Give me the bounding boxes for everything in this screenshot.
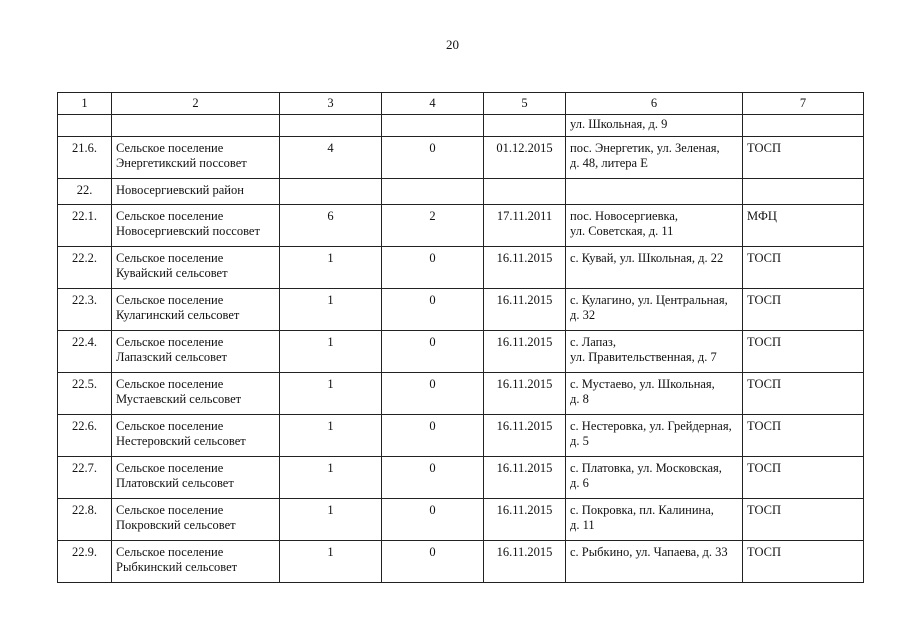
header-cell: 3 <box>280 93 382 115</box>
date-cell-line: 16.11.2015 <box>496 503 553 517</box>
address-cell <box>566 247 743 289</box>
address-cell-line: с. Рыбкино, ул. Чапаева, д. 33 <box>570 545 728 559</box>
date-cell <box>484 415 566 457</box>
header-cell: 2 <box>112 93 280 115</box>
row-number-cell <box>58 457 112 499</box>
count-cell-line: 0 <box>429 251 436 265</box>
count-cell-line: 1 <box>327 419 334 433</box>
address-cell-line: с. Покровка, пл. Калинина, <box>570 503 714 517</box>
type-cell <box>743 541 864 583</box>
count-cell <box>382 331 484 373</box>
table-row <box>58 289 864 331</box>
date-cell-line: 01.12.2015 <box>496 141 553 155</box>
count-cell-line: 1 <box>327 293 334 307</box>
date-cell <box>484 247 566 289</box>
count-cell-line: 0 <box>429 545 436 559</box>
settlement-name-cell <box>112 137 280 179</box>
address-cell <box>566 499 743 541</box>
header-cell: 6 <box>566 93 743 115</box>
address-cell-line: ул. Правительственная, д. 7 <box>570 350 717 364</box>
continuation-row <box>58 115 864 137</box>
date-cell <box>484 457 566 499</box>
address-cell <box>566 205 743 247</box>
address-cell-line: с. Кувай, ул. Школьная, д. 22 <box>570 251 724 265</box>
count-cell <box>382 373 484 415</box>
type-cell-line: ТОСП <box>747 503 782 517</box>
date-cell-line: 16.11.2015 <box>496 545 553 559</box>
type-cell <box>743 373 864 415</box>
settlement-name-cell <box>112 205 280 247</box>
settlement-name-cell-line: Сельское поселение <box>116 209 224 223</box>
address-cell <box>566 137 743 179</box>
table-row <box>58 247 864 289</box>
table-row <box>58 137 864 179</box>
address-cell-line: д. 6 <box>570 476 589 490</box>
address-cell-line: пос. Энергетик, ул. Зеленая, <box>570 141 720 155</box>
address-cell-line: д. 5 <box>570 434 589 448</box>
row-number-cell <box>58 137 112 179</box>
settlement-name-cell-line: Рыбкинский сельсовет <box>116 560 238 574</box>
count-cell-line: 1 <box>327 461 334 475</box>
type-cell <box>743 499 864 541</box>
address-cell-line: с. Мустаево, ул. Школьная, <box>570 377 715 391</box>
address-cell-line: с. Лапаз, <box>570 335 616 349</box>
count-cell <box>280 247 382 289</box>
offices-table <box>57 92 864 583</box>
type-cell <box>743 137 864 179</box>
address-cell-line: д. 32 <box>570 308 596 322</box>
settlement-name-cell-line: Мустаевский сельсовет <box>116 392 242 406</box>
count-cell <box>280 179 382 205</box>
settlement-name-cell-line: Сельское поселение <box>116 545 224 559</box>
date-cell <box>484 331 566 373</box>
page-number: 20 <box>446 37 459 52</box>
count-cell <box>382 179 484 205</box>
count-cell-line: 0 <box>429 503 436 517</box>
settlement-name-cell-line: Энергетикский поссовет <box>116 156 247 170</box>
settlement-name-cell-line: Новосергиевский поссовет <box>116 224 260 238</box>
date-cell <box>484 289 566 331</box>
type-cell <box>743 205 864 247</box>
type-cell <box>743 457 864 499</box>
table-cell <box>743 115 864 137</box>
count-cell-line: 0 <box>429 141 436 155</box>
header-cell: 7 <box>743 93 864 115</box>
count-cell <box>280 457 382 499</box>
date-cell-line: 16.11.2015 <box>496 419 553 433</box>
address-cell: ул. Школьная, д. 9 <box>566 115 743 137</box>
date-cell-line: 17.11.2011 <box>496 209 553 223</box>
type-cell <box>743 179 864 205</box>
header-cell: 4 <box>382 93 484 115</box>
address-cell-line: ул. Советская, д. 11 <box>570 224 674 238</box>
settlement-name-cell-line: Сельское поселение <box>116 419 224 433</box>
settlement-name-cell <box>112 179 280 205</box>
row-number-cell-line: 22.3. <box>72 293 97 307</box>
type-cell <box>743 415 864 457</box>
table-row <box>58 179 864 205</box>
settlement-name-cell <box>112 541 280 583</box>
row-number-cell-line: 22.6. <box>72 419 97 433</box>
count-cell <box>280 331 382 373</box>
table-row <box>58 205 864 247</box>
count-cell-line: 0 <box>429 419 436 433</box>
count-cell <box>280 289 382 331</box>
settlement-name-cell <box>112 415 280 457</box>
header-cell: 5 <box>484 93 566 115</box>
row-number-cell <box>58 205 112 247</box>
settlement-name-cell-line: Покровский сельсовет <box>116 518 236 532</box>
count-cell <box>280 499 382 541</box>
count-cell-line: 0 <box>429 377 436 391</box>
settlement-name-cell-line: Кулагинский сельсовет <box>116 308 240 322</box>
settlement-name-cell-line: Кувайский сельсовет <box>116 266 228 280</box>
count-cell-line: 1 <box>327 335 334 349</box>
address-cell-line: пос. Новосергиевка, <box>570 209 679 223</box>
count-cell-line: 4 <box>327 141 334 155</box>
table-row <box>58 373 864 415</box>
settlement-name-cell-line: Новосергиевский район <box>116 183 244 197</box>
settlement-name-cell <box>112 289 280 331</box>
table-row <box>58 499 864 541</box>
table-cell <box>112 115 280 137</box>
count-cell-line: 1 <box>327 545 334 559</box>
address-cell <box>566 373 743 415</box>
date-cell <box>484 137 566 179</box>
row-number-cell-line: 22.4. <box>72 335 97 349</box>
table-row <box>58 457 864 499</box>
count-cell <box>280 541 382 583</box>
settlement-name-cell-line: Нестеровский сельсовет <box>116 434 246 448</box>
table-cell <box>280 115 382 137</box>
count-cell-line: 1 <box>327 503 334 517</box>
row-number-cell-line: 22.1. <box>72 209 97 223</box>
count-cell-line: 6 <box>327 209 334 223</box>
settlement-name-cell <box>112 499 280 541</box>
row-number-cell-line: 22.8. <box>72 503 97 517</box>
count-cell <box>382 415 484 457</box>
count-cell-line: 0 <box>429 293 436 307</box>
row-number-cell <box>58 541 112 583</box>
row-number-cell-line: 22. <box>76 183 93 197</box>
address-cell <box>566 415 743 457</box>
row-number-cell-line: 22.2. <box>72 251 97 265</box>
row-number-cell <box>58 289 112 331</box>
type-cell-line: МФЦ <box>747 209 777 223</box>
table-cell <box>58 115 112 137</box>
address-cell-line: с. Кулагино, ул. Центральная, <box>570 293 728 307</box>
table-header-row <box>58 93 864 115</box>
row-number-cell <box>58 415 112 457</box>
settlement-name-cell <box>112 247 280 289</box>
type-cell-line: ТОСП <box>747 141 782 155</box>
type-cell-line: ТОСП <box>747 545 782 559</box>
count-cell <box>382 289 484 331</box>
settlement-name-cell-line: Лапазский сельсовет <box>116 350 227 364</box>
count-cell-line: 0 <box>429 335 436 349</box>
count-cell-line: 0 <box>429 461 436 475</box>
type-cell <box>743 331 864 373</box>
address-cell <box>566 331 743 373</box>
table-row <box>58 541 864 583</box>
row-number-cell <box>58 373 112 415</box>
address-cell <box>566 541 743 583</box>
count-cell <box>280 205 382 247</box>
date-cell <box>484 179 566 205</box>
date-cell <box>484 499 566 541</box>
table-row <box>58 331 864 373</box>
table-cell <box>382 115 484 137</box>
count-cell <box>382 541 484 583</box>
count-cell-line: 1 <box>327 377 334 391</box>
type-cell <box>743 289 864 331</box>
header-cell: 1 <box>58 93 112 115</box>
settlement-name-cell-line: Платовский сельсовет <box>116 476 234 490</box>
type-cell <box>743 247 864 289</box>
date-cell <box>484 373 566 415</box>
count-cell <box>382 457 484 499</box>
table-cell <box>484 115 566 137</box>
address-cell-line: с. Нестеровка, ул. Грейдерная, <box>570 419 732 433</box>
count-cell <box>382 205 484 247</box>
row-number-cell-line: 21.6. <box>72 141 97 155</box>
count-cell <box>382 247 484 289</box>
settlement-name-cell-line: Сельское поселение <box>116 293 224 307</box>
count-cell <box>280 415 382 457</box>
type-cell-line: ТОСП <box>747 461 782 475</box>
row-number-cell-line: 22.5. <box>72 377 97 391</box>
type-cell-line: ТОСП <box>747 293 782 307</box>
type-cell-line: ТОСП <box>747 335 782 349</box>
row-number-cell <box>58 499 112 541</box>
date-cell-line: 16.11.2015 <box>496 377 553 391</box>
settlement-name-cell-line: Сельское поселение <box>116 141 224 155</box>
row-number-cell <box>58 331 112 373</box>
settlement-name-cell <box>112 373 280 415</box>
count-cell <box>280 137 382 179</box>
date-cell-line: 16.11.2015 <box>496 293 553 307</box>
settlement-name-cell-line: Сельское поселение <box>116 503 224 517</box>
date-cell-line: 16.11.2015 <box>496 335 553 349</box>
count-cell-line: 2 <box>429 209 436 223</box>
address-cell <box>566 289 743 331</box>
address-cell-line: д. 11 <box>570 518 595 532</box>
address-cell <box>566 179 743 205</box>
table-row <box>58 415 864 457</box>
settlement-name-cell-line: Сельское поселение <box>116 461 224 475</box>
address-cell <box>566 457 743 499</box>
date-cell <box>484 205 566 247</box>
count-cell <box>382 499 484 541</box>
row-number-cell <box>58 247 112 289</box>
type-cell-line: ТОСП <box>747 251 782 265</box>
settlement-name-cell <box>112 331 280 373</box>
date-cell <box>484 541 566 583</box>
settlement-name-cell <box>112 457 280 499</box>
count-cell-line: 1 <box>327 251 334 265</box>
row-number-cell <box>58 179 112 205</box>
settlement-name-cell-line: Сельское поселение <box>116 251 224 265</box>
type-cell-line: ТОСП <box>747 419 782 433</box>
address-cell-line: д. 8 <box>570 392 589 406</box>
date-cell-line: 16.11.2015 <box>496 461 553 475</box>
date-cell-line: 16.11.2015 <box>496 251 553 265</box>
row-number-cell-line: 22.9. <box>72 545 97 559</box>
row-number-cell-line: 22.7. <box>72 461 97 475</box>
type-cell-line: ТОСП <box>747 377 782 391</box>
address-cell-line: с. Платовка, ул. Московская, <box>570 461 722 475</box>
settlement-name-cell-line: Сельское поселение <box>116 335 224 349</box>
settlement-name-cell-line: Сельское поселение <box>116 377 224 391</box>
count-cell <box>280 373 382 415</box>
address-cell-line: д. 48, литера Е <box>570 156 648 170</box>
count-cell <box>382 137 484 179</box>
